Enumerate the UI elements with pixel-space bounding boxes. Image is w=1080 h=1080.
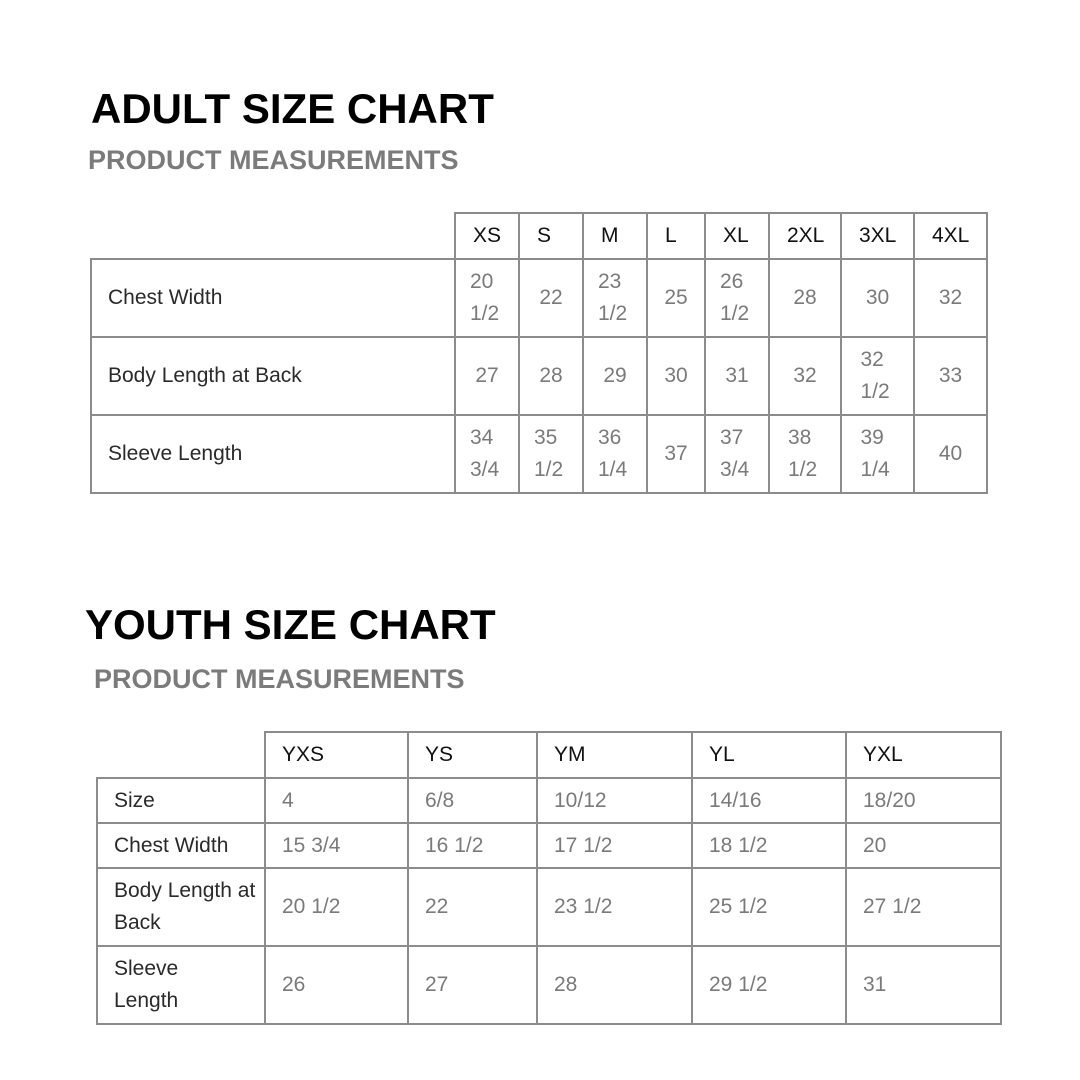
adult-cell: [914, 337, 987, 415]
adult-row-body-length: [91, 337, 987, 415]
adult-cell: [841, 415, 914, 493]
adult-cell-value: 37: [664, 442, 688, 465]
adult-cell-value: 30: [664, 364, 688, 387]
youth-size-header: YM: [537, 732, 692, 778]
youth-cell-value: 15 3/4: [265, 823, 408, 868]
youth-cell-value: 23 1/2: [537, 868, 692, 946]
youth-cell-value: 22: [408, 868, 537, 946]
adult-cell-value: 32: [793, 364, 817, 387]
youth-size-header: YL: [692, 732, 846, 778]
youth-cell-value: 20: [846, 823, 1001, 868]
adult-cell-value: 27: [475, 364, 499, 387]
adult-cell-value: 36 1/4: [598, 426, 628, 481]
adult-size-header: L: [647, 213, 705, 259]
youth-size-header: YXS: [265, 732, 408, 778]
youth-cell-value: 4: [265, 778, 408, 823]
adult-row-chest-width: [91, 259, 987, 337]
youth-cell-value: 20 1/2: [265, 868, 408, 946]
adult-cell-value: 32: [938, 286, 963, 309]
adult-product-measurements-subtitle: PRODUCT MEASUREMENTS: [88, 145, 459, 175]
adult-row-label: Body Length at Back: [91, 337, 455, 415]
adult-cell-value: 39 1/4: [860, 426, 890, 481]
adult-cell: [583, 337, 647, 415]
adult-size-header: XS: [455, 213, 519, 259]
youth-cell-value: 6/8: [408, 778, 537, 823]
adult-cell: [455, 337, 519, 415]
adult-cell-value: 29: [603, 364, 627, 387]
adult-row-label: Chest Width: [91, 259, 455, 337]
adult-cell-value: 40: [938, 442, 963, 465]
adult-cell-value: 30: [865, 286, 890, 309]
adult-header-corner: [91, 213, 455, 259]
adult-cell: [769, 337, 841, 415]
adult-size-header: 3XL: [841, 213, 914, 259]
adult-cell: [583, 415, 647, 493]
youth-cell-value: 18 1/2: [692, 823, 846, 868]
adult-cell: [914, 415, 987, 493]
adult-cell-value: 33: [938, 364, 963, 387]
youth-cell-value: 28: [537, 946, 692, 1024]
youth-row-label: Body Length at Back: [97, 868, 265, 946]
youth-cell-value: 14/16: [692, 778, 846, 823]
adult-cell-value: 20 1/2: [470, 270, 500, 325]
adult-row-label: Sleeve Length: [91, 415, 455, 493]
adult-cell-value: 31: [725, 364, 749, 387]
adult-cell: [841, 337, 914, 415]
adult-size-header: M: [583, 213, 647, 259]
youth-row-label: Size: [97, 778, 265, 823]
adult-cell: [519, 415, 583, 493]
adult-cell-value: 22: [539, 286, 563, 309]
adult-cell-value: 35 1/2: [534, 426, 564, 481]
adult-size-header: S: [519, 213, 583, 259]
adult-cell: [455, 259, 519, 337]
adult-cell: [769, 259, 841, 337]
youth-cell-value: 10/12: [537, 778, 692, 823]
adult-cell: [914, 259, 987, 337]
adult-size-chart-title: ADULT SIZE CHART: [91, 85, 494, 132]
adult-cell-value: 28: [539, 364, 563, 387]
youth-cell-value: 25 1/2: [692, 868, 846, 946]
youth-cell-value: 17 1/2: [537, 823, 692, 868]
adult-cell-value: 37 3/4: [720, 426, 750, 481]
adult-cell-value: 38 1/2: [788, 426, 818, 481]
youth-row-label: Sleeve Length: [97, 946, 265, 1024]
adult-cell: [647, 337, 705, 415]
youth-size-table: [96, 731, 1002, 1025]
adult-cell: [519, 337, 583, 415]
adult-cell: [705, 415, 769, 493]
youth-cell-value: 31: [846, 946, 1001, 1024]
adult-cell: [647, 259, 705, 337]
adult-row-sleeve-length: [91, 415, 987, 493]
youth-header-row: [97, 732, 1001, 778]
adult-cell-value: 34 3/4: [470, 426, 500, 481]
adult-header-row: [91, 213, 987, 259]
youth-cell-value: 26: [265, 946, 408, 1024]
youth-cell-value: 29 1/2: [692, 946, 846, 1024]
youth-size-header: YS: [408, 732, 537, 778]
youth-cell-value: 27: [408, 946, 537, 1024]
adult-cell-value: 25: [664, 286, 688, 309]
youth-cell-value: 27 1/2: [846, 868, 1001, 946]
youth-size-header: YXL: [846, 732, 1001, 778]
adult-cell: [705, 337, 769, 415]
adult-size-table: [90, 212, 988, 494]
adult-size-header: XL: [705, 213, 769, 259]
adult-size-header: 2XL: [769, 213, 841, 259]
adult-cell-value: 23 1/2: [598, 270, 628, 325]
adult-cell: [769, 415, 841, 493]
adult-cell-value: 28: [793, 286, 817, 309]
youth-header-corner: [97, 732, 265, 778]
adult-cell: [705, 259, 769, 337]
adult-cell: [647, 415, 705, 493]
youth-row-body-length: [97, 868, 1001, 946]
adult-cell: [455, 415, 519, 493]
youth-row-label: Chest Width: [97, 823, 265, 868]
adult-cell: [519, 259, 583, 337]
youth-row-chest-width: [97, 823, 1001, 868]
youth-row-size: [97, 778, 1001, 823]
youth-product-measurements-subtitle: PRODUCT MEASUREMENTS: [94, 664, 465, 694]
adult-cell-value: 26 1/2: [720, 270, 750, 325]
adult-cell: [583, 259, 647, 337]
youth-cell-value: 18/20: [846, 778, 1001, 823]
youth-row-sleeve-length: [97, 946, 1001, 1024]
adult-cell-value: 32 1/2: [860, 348, 890, 403]
youth-size-chart-title: YOUTH SIZE CHART: [85, 601, 496, 648]
youth-cell-value: 16 1/2: [408, 823, 537, 868]
adult-cell: [841, 259, 914, 337]
adult-size-header: 4XL: [914, 213, 987, 259]
